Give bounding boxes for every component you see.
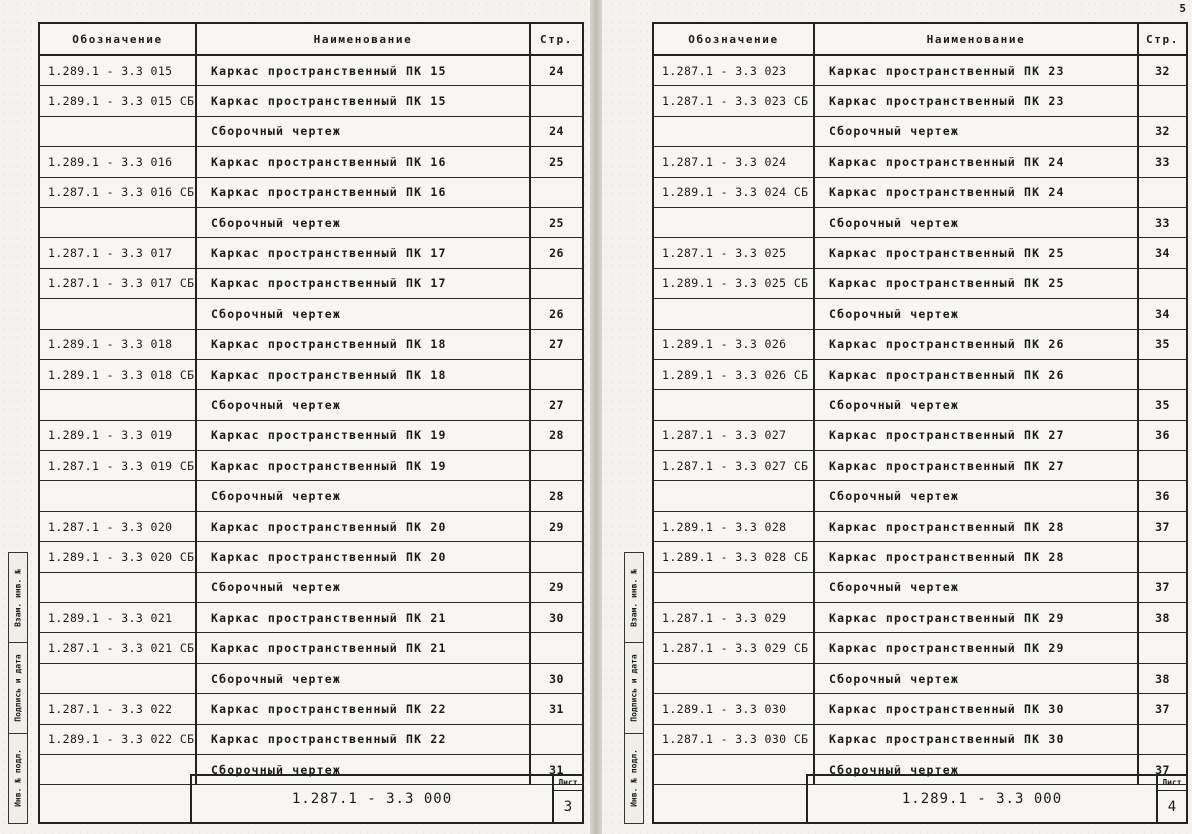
table-row: [654, 268, 1186, 298]
spec-table-right: [654, 24, 1186, 785]
stamp-cell: Подпись и дата: [625, 643, 643, 733]
row-code: 1.287.1 - 3.3 023 СБ: [654, 86, 814, 116]
stamp-cell: Взам. инв. №: [625, 553, 643, 643]
sheet-box: [1156, 776, 1186, 822]
row-name: Сборочный чертеж: [814, 572, 1138, 602]
row-code: 1.289.1 - 3.3 025 СБ: [654, 268, 814, 298]
table-row: [654, 329, 1186, 359]
table-row: [654, 420, 1186, 450]
row-code: [654, 207, 814, 237]
row-page: 36: [1138, 481, 1186, 511]
row-page: [1138, 177, 1186, 207]
row-name: Каркас пространственный ПК 26: [814, 329, 1138, 359]
table-row: [654, 572, 1186, 602]
row-page: 31: [530, 694, 582, 724]
row-code: 1.287.1 - 3.3 017 СБ: [40, 268, 196, 298]
sheet-number: 4: [1167, 798, 1177, 815]
table-row: [654, 603, 1186, 633]
row-name: Сборочный чертеж: [814, 116, 1138, 146]
row-name: Каркас пространственный ПК 18: [196, 359, 530, 389]
row-code: [40, 390, 196, 420]
row-page: 30: [530, 663, 582, 693]
table-row: [654, 359, 1186, 389]
row-code: 1.287.1 - 3.3 029: [654, 603, 814, 633]
row-page: 36: [1138, 420, 1186, 450]
row-page: 24: [530, 116, 582, 146]
table-row: [40, 451, 582, 481]
row-code: [40, 116, 196, 146]
row-page: 27: [530, 329, 582, 359]
row-code: 1.287.1 - 3.3 027 СБ: [654, 451, 814, 481]
header-name: Наименование: [814, 24, 1138, 55]
row-page: 24: [530, 55, 582, 86]
table-row: [654, 724, 1186, 754]
row-code: 1.289.1 - 3.3 018: [40, 329, 196, 359]
row-name: Каркас пространственный ПК 16: [196, 147, 530, 177]
table-row: [40, 724, 582, 754]
row-name: Каркас пространственный ПК 16: [196, 177, 530, 207]
row-page: [1138, 542, 1186, 572]
table-row: [40, 663, 582, 693]
row-name: Сборочный чертеж: [814, 663, 1138, 693]
header-code: Обозначение: [40, 24, 196, 55]
row-page: 38: [1138, 603, 1186, 633]
row-page: 37: [1138, 694, 1186, 724]
row-page: 29: [530, 511, 582, 541]
row-name: Сборочный чертеж: [196, 299, 530, 329]
table-row: [654, 116, 1186, 146]
row-page: 32: [1138, 116, 1186, 146]
header-code: Обозначение: [654, 24, 814, 55]
table-body-right: [654, 55, 1186, 785]
row-page: [1138, 268, 1186, 298]
table-row: [40, 329, 582, 359]
title-block-right: [806, 774, 1186, 822]
row-code: 1.287.1 - 3.3 020: [40, 511, 196, 541]
table-row: [40, 633, 582, 663]
row-name: Сборочный чертеж: [814, 754, 1138, 784]
row-name: Каркас пространственный ПК 18: [196, 329, 530, 359]
row-code: 1.289.1 - 3.3 028: [654, 511, 814, 541]
side-stamp-right: [624, 552, 644, 824]
row-name: Каркас пространственный ПК 28: [814, 511, 1138, 541]
table-row: [654, 207, 1186, 237]
table-row: [40, 268, 582, 298]
table-row: [654, 238, 1186, 268]
row-page: 37: [1138, 511, 1186, 541]
row-page: [530, 86, 582, 116]
row-code: [654, 572, 814, 602]
row-name: Сборочный чертеж: [814, 207, 1138, 237]
row-page: [530, 268, 582, 298]
stamp-cell: Подпись и дата: [9, 643, 27, 733]
row-code: [654, 663, 814, 693]
row-code: 1.287.1 - 3.3 021 СБ: [40, 633, 196, 663]
row-code: 1.289.1 - 3.3 021: [40, 603, 196, 633]
table-row: [654, 633, 1186, 663]
row-code: [654, 299, 814, 329]
row-page: [530, 633, 582, 663]
table-row: [654, 390, 1186, 420]
table-row: [654, 177, 1186, 207]
row-code: [40, 754, 196, 784]
row-name: Каркас пространственный ПК 20: [196, 511, 530, 541]
row-page: 26: [530, 238, 582, 268]
row-name: Каркас пространственный ПК 17: [196, 238, 530, 268]
row-code: [40, 481, 196, 511]
row-code: 1.287.1 - 3.3 027: [654, 420, 814, 450]
sheet-number: 3: [563, 798, 573, 815]
table-row: [40, 572, 582, 602]
row-name: Каркас пространственный ПК 23: [814, 86, 1138, 116]
row-code: 1.289.1 - 3.3 024 СБ: [654, 177, 814, 207]
row-name: Сборочный чертеж: [814, 481, 1138, 511]
header-name: Наименование: [196, 24, 530, 55]
row-name: Каркас пространственный ПК 23: [814, 55, 1138, 86]
row-name: Каркас пространственный ПК 19: [196, 451, 530, 481]
table-row: [654, 86, 1186, 116]
row-code: [40, 663, 196, 693]
row-code: 1.287.1 - 3.3 025: [654, 238, 814, 268]
document-code: 1.289.1 - 3.3 000: [901, 791, 1063, 807]
row-name: Сборочный чертеж: [196, 481, 530, 511]
row-code: 1.287.1 - 3.3 017: [40, 238, 196, 268]
row-code: 1.289.1 - 3.3 028 СБ: [654, 542, 814, 572]
row-name: Каркас пространственный ПК 22: [196, 724, 530, 754]
table-row: [40, 420, 582, 450]
table-row: [654, 55, 1186, 86]
table-row: [40, 207, 582, 237]
row-code: 1.289.1 - 3.3 019: [40, 420, 196, 450]
row-name: Каркас пространственный ПК 19: [196, 420, 530, 450]
row-code: [654, 390, 814, 420]
table-row: [40, 55, 582, 86]
row-name: Каркас пространственный ПК 20: [196, 542, 530, 572]
row-code: 1.287.1 - 3.3 030 СБ: [654, 724, 814, 754]
table-row: [654, 481, 1186, 511]
table-row: [40, 694, 582, 724]
header-page: Стр.: [1138, 24, 1186, 55]
table-row: [40, 147, 582, 177]
header-page: Стр.: [530, 24, 582, 55]
spec-sheet-right: [652, 22, 1188, 824]
row-page: [1138, 451, 1186, 481]
table-row: [40, 116, 582, 146]
row-code: 1.289.1 - 3.3 022 СБ: [40, 724, 196, 754]
row-name: Каркас пространственный ПК 26: [814, 359, 1138, 389]
row-name: Каркас пространственный ПК 15: [196, 55, 530, 86]
right-page: [602, 0, 1192, 834]
table-row: [40, 603, 582, 633]
row-code: 1.289.1 - 3.3 016: [40, 147, 196, 177]
row-code: 1.287.1 - 3.3 016 СБ: [40, 177, 196, 207]
row-name: Сборочный чертеж: [814, 390, 1138, 420]
row-page: 26: [530, 299, 582, 329]
spec-sheet-left: [38, 22, 584, 824]
sheet-label: Лист: [554, 776, 582, 791]
table-row: [40, 511, 582, 541]
row-code: 1.287.1 - 3.3 029 СБ: [654, 633, 814, 663]
row-name: Каркас пространственный ПК 15: [196, 86, 530, 116]
row-page: [530, 542, 582, 572]
row-page: 37: [1138, 754, 1186, 784]
table-row: [40, 86, 582, 116]
table-row: [654, 694, 1186, 724]
table-row: [40, 481, 582, 511]
sheet-label: Лист: [1158, 776, 1186, 791]
row-name: Сборочный чертеж: [196, 390, 530, 420]
row-code: 1.287.1 - 3.3 023: [654, 55, 814, 86]
left-page: [0, 0, 590, 834]
row-code: 1.287.1 - 3.3 024: [654, 147, 814, 177]
row-name: Сборочный чертеж: [196, 572, 530, 602]
row-page: 33: [1138, 207, 1186, 237]
row-code: [40, 572, 196, 602]
row-name: Сборочный чертеж: [196, 663, 530, 693]
row-code: 1.289.1 - 3.3 018 СБ: [40, 359, 196, 389]
row-code: 1.289.1 - 3.3 026 СБ: [654, 359, 814, 389]
row-page: 32: [1138, 55, 1186, 86]
row-page: 34: [1138, 299, 1186, 329]
row-name: Каркас пространственный ПК 22: [196, 694, 530, 724]
row-page: [1138, 359, 1186, 389]
row-name: Каркас пространственный ПК 21: [196, 603, 530, 633]
stamp-cell: Инв. № подл.: [629, 749, 639, 808]
row-name: Каркас пространственный ПК 30: [814, 724, 1138, 754]
row-page: [530, 451, 582, 481]
side-stamp-left: [8, 552, 28, 824]
table-body-left: [40, 55, 582, 785]
table-row: [40, 390, 582, 420]
row-code: 1.289.1 - 3.3 015: [40, 55, 196, 86]
row-page: [530, 724, 582, 754]
row-page: 27: [530, 390, 582, 420]
row-code: 1.289.1 - 3.3 026: [654, 329, 814, 359]
page-fold: [590, 0, 602, 834]
sheet-box: [552, 776, 582, 822]
row-page: 29: [530, 572, 582, 602]
document-code: 1.287.1 - 3.3 000: [291, 791, 453, 807]
row-page: 30: [530, 603, 582, 633]
row-page: 35: [1138, 390, 1186, 420]
table-row: [654, 299, 1186, 329]
table-row: [654, 451, 1186, 481]
row-page: 33: [1138, 147, 1186, 177]
row-name: Каркас пространственный ПК 17: [196, 268, 530, 298]
table-row: [654, 542, 1186, 572]
row-code: 1.289.1 - 3.3 020 СБ: [40, 542, 196, 572]
table-row: [40, 299, 582, 329]
row-page: 34: [1138, 238, 1186, 268]
row-page: [1138, 86, 1186, 116]
row-page: [530, 177, 582, 207]
row-page: 38: [1138, 663, 1186, 693]
row-page: [1138, 633, 1186, 663]
row-page: 31: [530, 754, 582, 784]
row-page: 35: [1138, 329, 1186, 359]
row-name: Каркас пространственный ПК 24: [814, 147, 1138, 177]
corner-mark: 5: [1179, 2, 1186, 15]
table-row: [40, 359, 582, 389]
row-name: Каркас пространственный ПК 29: [814, 603, 1138, 633]
row-name: Каркас пространственный ПК 29: [814, 633, 1138, 663]
table-header: [40, 24, 582, 55]
row-code: 1.289.1 - 3.3 015 СБ: [40, 86, 196, 116]
title-block-left: [190, 774, 582, 822]
table-row: [40, 177, 582, 207]
row-code: 1.287.1 - 3.3 022: [40, 694, 196, 724]
row-name: Каркас пространственный ПК 25: [814, 238, 1138, 268]
row-name: Каркас пространственный ПК 27: [814, 451, 1138, 481]
row-code: [40, 299, 196, 329]
row-name: Каркас пространственный ПК 24: [814, 177, 1138, 207]
row-name: Сборочный чертеж: [196, 754, 530, 784]
row-code: 1.289.1 - 3.3 030: [654, 694, 814, 724]
row-code: 1.287.1 - 3.3 019 СБ: [40, 451, 196, 481]
row-name: Каркас пространственный ПК 25: [814, 268, 1138, 298]
table-header: [654, 24, 1186, 55]
row-name: Сборочный чертеж: [196, 207, 530, 237]
row-page: 25: [530, 207, 582, 237]
row-page: [1138, 724, 1186, 754]
row-name: Сборочный чертеж: [814, 299, 1138, 329]
row-code: [40, 207, 196, 237]
spec-table-left: [40, 24, 582, 785]
row-name: Каркас пространственный ПК 28: [814, 542, 1138, 572]
row-page: [530, 359, 582, 389]
row-page: 28: [530, 420, 582, 450]
row-page: 28: [530, 481, 582, 511]
stamp-cell: Взам. инв. №: [9, 553, 27, 643]
row-name: Каркас пространственный ПК 27: [814, 420, 1138, 450]
table-row: [654, 663, 1186, 693]
row-page: 25: [530, 147, 582, 177]
row-name: Каркас пространственный ПК 21: [196, 633, 530, 663]
table-row: [654, 147, 1186, 177]
row-name: Каркас пространственный ПК 30: [814, 694, 1138, 724]
stamp-cell: Инв. № подл.: [13, 749, 23, 808]
table-row: [40, 542, 582, 572]
row-page: 37: [1138, 572, 1186, 602]
table-row: [654, 511, 1186, 541]
row-name: Сборочный чертеж: [196, 116, 530, 146]
row-code: [654, 754, 814, 784]
row-code: [654, 481, 814, 511]
table-row: [40, 238, 582, 268]
row-code: [654, 116, 814, 146]
